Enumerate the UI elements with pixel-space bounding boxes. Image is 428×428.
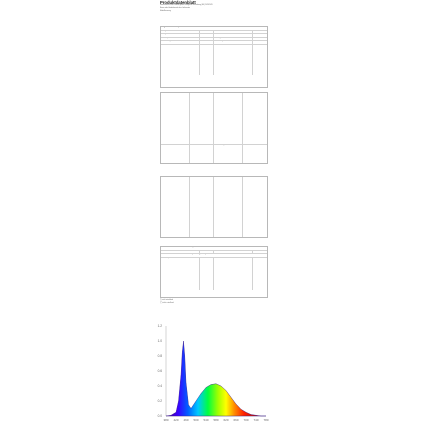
x-tick-label: 620 <box>223 418 229 422</box>
x-tick-label: 540 <box>203 418 209 422</box>
table-cell: Verschiebungsfaktor <box>214 145 243 163</box>
table-cell: Dimmbar <box>161 145 190 163</box>
y-tick-label: 1.2 <box>157 324 162 329</box>
table-cell: Energieeffizienzklasse <box>161 31 200 34</box>
table-cell: Farbtemperatur <box>161 38 200 41</box>
table-cell: Stroboskopeffekt-Metrik <box>161 258 200 290</box>
x-tick-label: 380 <box>163 418 169 422</box>
intro-line: Informationen zum Produkt gemäß Delegierte Verordnung (EU) 2019/2015 <box>160 5 213 6</box>
intro-line: Modellkennung <box>160 11 171 12</box>
x-tick-label: 460 <box>183 418 189 422</box>
section-heading: Parameter für LED- und OLED-Netzspannungslichtquellen <box>161 254 212 256</box>
sheet-title: Produktdatenblatt <box>160 0 196 5</box>
table-cell: Leistung im Ein-Zustand <box>214 38 253 41</box>
table-cell: Nutzlichtstrom <box>214 34 253 37</box>
x-tick-label: 740 <box>253 418 259 422</box>
y-tick-label: 0.6 <box>157 369 162 374</box>
x-tick-label: 420 <box>173 418 179 422</box>
footnote: (*) nicht zutreffend <box>160 300 173 301</box>
section-heading: Parameter für LED- und OLED-Lichtquellen <box>161 247 199 249</box>
y-tick-label: 1.0 <box>157 339 162 344</box>
table-cell: Farbkonsistenz <box>161 251 200 254</box>
intro-line: Name oder Handelsmarke des Lieferanten <box>160 8 191 9</box>
spectrum-area <box>166 341 266 416</box>
x-tick-label: 500 <box>193 418 199 422</box>
table-cell: Energieverbrauch im Ein-Zustand <box>161 34 200 37</box>
x-tick-label: 780 <box>263 418 269 422</box>
footnote: (**) nicht zutreffend <box>160 303 174 304</box>
y-tick-label: 0.2 <box>157 399 162 404</box>
y-tick-label: 0.4 <box>157 384 162 389</box>
table-cell: Abmessungen <box>214 41 253 44</box>
table-cell: Lichttechnische Fläche <box>214 31 253 34</box>
x-tick-label: 580 <box>213 418 219 422</box>
table-cell: Farbwiedergabeindex <box>161 41 200 44</box>
x-tick-label: 700 <box>243 418 249 422</box>
y-tick-label: 0.0 <box>157 414 162 419</box>
y-tick-label: 0.8 <box>157 354 162 359</box>
table-cell: Flimmermetrik <box>214 251 253 254</box>
section-heading: Allgemeine Produktparameter <box>161 27 188 29</box>
x-tick-label: 660 <box>233 418 239 422</box>
